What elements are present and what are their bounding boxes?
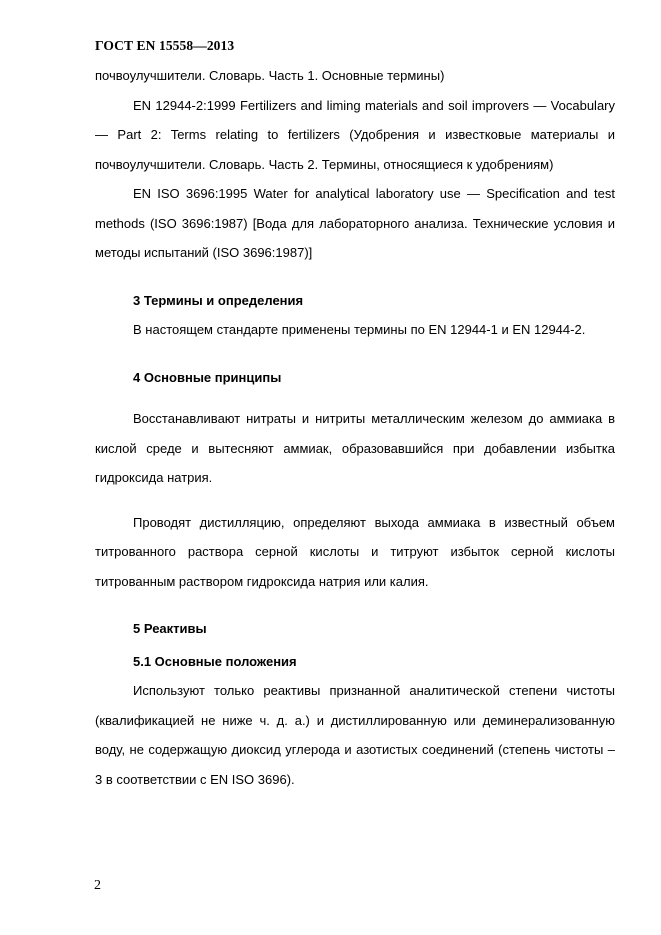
section-4-heading: 4 Основные принципы: [133, 369, 282, 385]
section-5-heading: 5 Реактивы: [133, 621, 207, 636]
reference-en-iso-3696: EN ISO 3696:1995 Water for analytical laboratory use — Specification and test methods (ISO 3696:1987) [Вода для лабораторного анализа. Технические условия и методы испытаний (ISO 3696:1987)]: [95, 186, 615, 260]
section-3-text: В настоящем стандарте применены термины по EN 12944-1 и EN 12944-2.: [133, 322, 586, 337]
document-header: ГОСТ EN 15558—2013: [95, 38, 235, 53]
section-4-paragraph-2: Проводят дистилляцию, определяют выхода аммиака в известный объем титрованного раствора серной кислоты и титруют избыток серной кислоты титрованным раствором гидроксида натрия или калия.: [95, 514, 615, 589]
page-body: [95, 61, 615, 794]
section-3-heading: 3 Термины и определения: [133, 292, 304, 308]
section-5-1-heading: 5.1 Основные положения: [133, 653, 297, 669]
section-4-paragraph-1: Восстанавливают нитраты и нитриты металлическим железом до аммиака в кислой среде и вытесняют аммиак, образовавшийся при добавлении избытка гидроксида натрия.: [95, 411, 615, 485]
section-5-1-text: Используют только реактивы признанной аналитической степени чистоты (квалификацией не ниже ч. д. а.) и дистиллированную или деминерализованную воду, не содержащую диоксид углерода и азотистых соединений (степень чистоты – 3 в соответствии с EN ISO 3696).: [95, 683, 615, 787]
reference-en-12944-2: EN 12944-2:1999 Fertilizers and liming materials and soil improvers — Vocabulary — Part 2: Terms relating to fertilizers (Удобрения и известковые материалы и почвоулучшители. Словарь. Часть 2. Термины, относящиеся к удобрениям): [95, 97, 615, 172]
reference-continuation: почвоулучшители. Словарь. Часть 1. Основные термины): [95, 68, 445, 83]
page-number: 2: [94, 878, 101, 893]
